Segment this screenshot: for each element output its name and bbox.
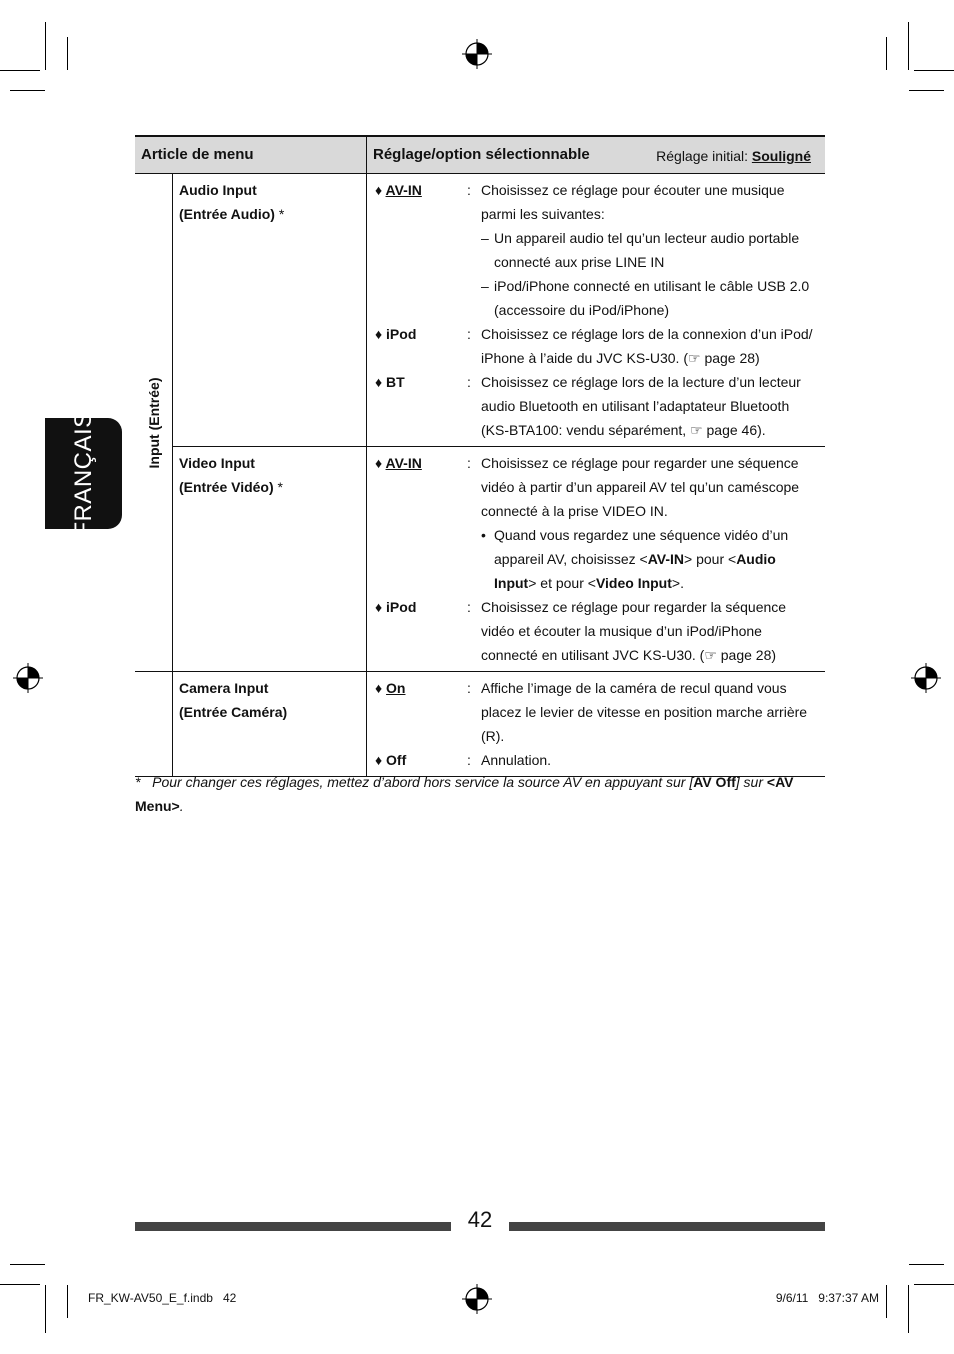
table-row xyxy=(135,672,825,777)
language-tab xyxy=(45,410,122,537)
crop-mark xyxy=(908,22,909,70)
group-label-cell-empty xyxy=(135,672,173,777)
crop-mark xyxy=(886,1285,887,1318)
menu-item-video-input: Video Input (Entrée Vidéo) * xyxy=(173,447,367,672)
crop-mark xyxy=(67,1285,68,1318)
table-row xyxy=(135,447,825,672)
option-on: ♦ On : Affiche l’image de la caméra de recul quand vous placez le levier de vitesse en position marche arrière (R). xyxy=(375,680,808,744)
crop-mark xyxy=(909,1264,944,1265)
table-row xyxy=(135,174,825,447)
header-menu-item: Article de menu xyxy=(135,136,367,174)
header-options: Réglage/option sélectionnable Réglage initial: Souligné xyxy=(367,136,826,174)
registration-mark-icon xyxy=(911,663,941,693)
footer-bar-left xyxy=(135,1222,451,1231)
footnote: * Pour changer ces réglages, mettez d’abord hors service la source AV en appuyant sur [AV Off] sur <AV Menu>. xyxy=(135,774,794,814)
date-info: 9/6/11 9:37:37 AM xyxy=(775,1291,879,1305)
language-tab-label: FRANÇAIS xyxy=(69,410,97,537)
group-label-cell xyxy=(135,174,173,672)
option-off: ♦ Off : Annulation. xyxy=(375,752,552,768)
crop-mark xyxy=(45,22,46,70)
crop-mark xyxy=(909,90,944,91)
option-ipod: ♦ iPod : Choisissez ce réglage lors de la connexion d’un iPod/ iPhone à l’aide du JVC KS-U30. (☞ page 28) xyxy=(375,326,813,366)
crop-mark xyxy=(908,1285,909,1333)
crop-mark xyxy=(10,90,45,91)
menu-item-audio-input: Audio Input (Entrée Audio) * xyxy=(173,174,367,447)
group-label: Input (Entrée) xyxy=(145,377,162,468)
header-initial-setting: Réglage initial: Souligné xyxy=(656,148,811,164)
menu-item-camera-input: Camera Input (Entrée Caméra) xyxy=(173,672,367,777)
page-number: 42 xyxy=(467,1207,493,1232)
option-av-in: ♦ AV-IN : Choisissez ce réglage pour regarder une séquence vidéo à partir d’un appareil AV tel qu’un caméscope connecté à la prise VIDEO IN. • Quand vous regardez une séquence vidéo d’un appareil AV, choisissez <AV-IN> pour <Audio Input> et pour <Video Input>. xyxy=(375,451,819,595)
crop-mark xyxy=(45,1285,46,1333)
crop-mark xyxy=(10,1264,45,1265)
crop-mark xyxy=(914,1284,954,1285)
option-ipod: ♦ iPod : Choisissez ce réglage pour regarder la séquence vidéo et écouter la musique d’un iPod/iPhone connecté en utilisant JVC KS-U30. (☞ page 28) xyxy=(375,599,787,663)
options-audio-input xyxy=(367,174,826,447)
registration-mark-icon xyxy=(462,39,492,69)
option-note: • Quand vous regardez une séquence vidéo d’un appareil AV, choisissez <AV-IN> pour <Audio Input> et pour <Video Input>. xyxy=(481,527,789,591)
settings-table xyxy=(135,135,825,777)
crop-mark xyxy=(67,37,68,70)
options-camera-input xyxy=(367,672,826,777)
crop-mark xyxy=(886,37,887,70)
crop-mark xyxy=(0,1284,40,1285)
registration-mark-icon xyxy=(13,663,43,693)
file-info: FR_KW-AV50_E_f.indb 42 xyxy=(88,1291,237,1305)
crop-mark xyxy=(914,70,954,71)
crop-mark xyxy=(0,70,40,71)
options-video-input xyxy=(367,447,826,672)
option-av-in: ♦ AV-IN : Choisissez ce réglage pour écouter une musique parmi les suivantes: – Un appareil audio tel qu’un lecteur audio portable connecté aux prise LINE IN – iPod/iPhone connecté en utilisant le câble USB 2.0 (accessoire du iPod/iPhone) xyxy=(375,182,810,318)
registration-mark-icon xyxy=(462,1284,492,1314)
option-bt: ♦ BT : Choisissez ce réglage lors de la lecture d’un lecteur audio Bluetooth en utilisant l’adaptateur Bluetooth (KS-BTA100: vendu séparément, ☞ page 46). xyxy=(375,374,801,438)
footer-bar-right xyxy=(509,1222,825,1231)
